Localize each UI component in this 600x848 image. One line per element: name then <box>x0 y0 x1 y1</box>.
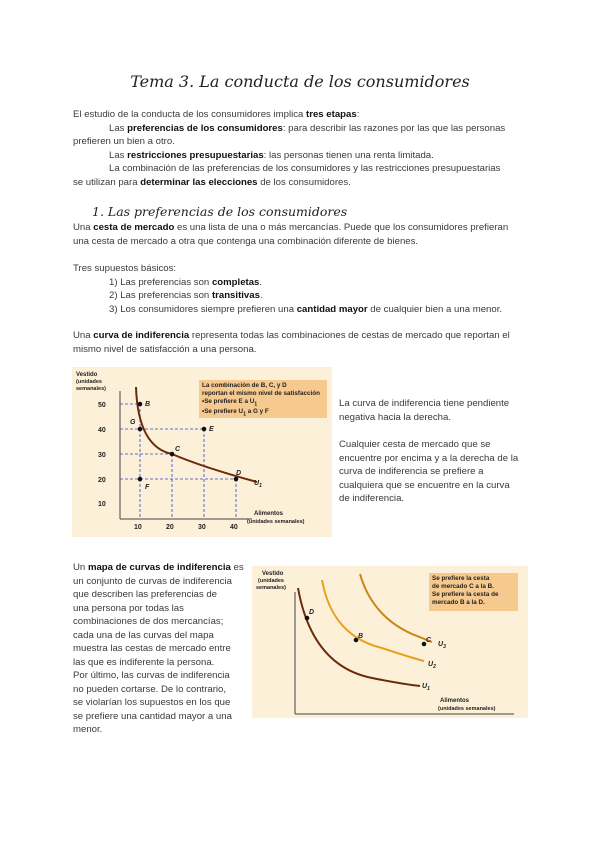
indifference-curve-u2 <box>322 580 424 661</box>
x-tick: 20 <box>166 524 174 531</box>
indifference-curve-u3 <box>360 574 432 642</box>
y-tick: 50 <box>98 402 106 409</box>
figure-note: La combinación de B, C, y D reportan el mismo nivel de satisfacción •Se prefiere E a $U_1$ •Se prefiere $U_1$ a G y F <box>199 380 327 418</box>
y-axis-label: Vestido <box>262 571 284 577</box>
indifference-curve-paragraph: Una curva de indiferencia representa todas las combinaciones de cestas de mercado que reportan el mismo nivel de satisfacción a una persona. <box>73 330 510 355</box>
point-label: D <box>309 609 315 616</box>
indifference-map-figure <box>252 566 528 718</box>
point-g <box>138 427 143 432</box>
y-tick: 40 <box>98 427 106 434</box>
point-b <box>138 402 143 407</box>
y-axis-label-unit: (unidades <box>258 578 284 584</box>
figure-note: Se prefiere la cesta de mercado C a la B. Se prefiere la cesta de mercado B a la D. <box>429 573 518 611</box>
y-tick: 20 <box>98 477 106 484</box>
indifference-map-paragraph: Un mapa de curvas de indiferencia es un conjunto de curvas de indiferencia que describen las preferencias de una persona por todas las combinaciones de dos mercancías; cada una de las curvas del mapa muestra las cestas de mercado entre las que es indiferente la persona. Por último, las curvas de indiferencia no pueden cortarse. De lo contrario, se violarían los supuestos en los que se prefiere una cantidad mayor a una menor. <box>73 562 244 735</box>
x-tick: 10 <box>134 524 142 531</box>
y-tick: 10 <box>98 501 106 508</box>
curve-label-u3: $U_3$ <box>438 641 446 650</box>
point-d <box>234 477 239 482</box>
page-title: Tema 3. La conducta de los consumidores <box>130 72 470 91</box>
y-tick: 30 <box>98 452 106 459</box>
figure1-description: La curva de indiferencia tiene pendiente negativa hacia la derecha. Cualquier cesta de mercado que se encuentre por encima y a la derecha de la curva de indiferencia se prefiere a cualquiera que se encuentre en la curva de indiferencia. <box>339 398 519 504</box>
point-label: C <box>175 446 181 453</box>
point-label: D <box>236 470 242 477</box>
intro-paragraph: El estudio de la conducta de los consumidores implica tres etapas: Las preferencias de los consumidores: para describir las razones por las que las personas prefieren un bien a otro. Las restricciones presupuestarias: las personas tienen una renta limitada. La combinación de las preferencias de los consumidores y las restricciones presupuestarias se utilizan para determinar las elecciones de los consumidores. <box>73 109 506 188</box>
assumptions-list: Tres supuestos básicos: 1) Las preferencias son completas. 2) Las preferencias son transitivas. 3) Los consumidores siempre prefieren una cantidad mayor de cualquier bien a una menor. <box>73 263 503 315</box>
curve-label-u2: $U_2$ <box>428 661 436 670</box>
point-label: E <box>209 426 214 433</box>
curve-label-u1: $U_1$ <box>422 683 430 692</box>
x-axis-label-unit: (unidades semanales) <box>438 706 496 712</box>
y-axis-label: Vestido <box>76 372 98 378</box>
point-e <box>202 427 207 432</box>
y-axis-label-unit: (unidades <box>76 379 102 385</box>
x-axis-label: Alimentos <box>440 698 470 704</box>
point-label: B <box>358 633 364 640</box>
x-axis-label-unit: (unidades semanales) <box>247 519 305 525</box>
point-label: C <box>426 637 432 644</box>
market-basket-paragraph: Una cesta de mercado es una lista de una o más mercancías. Puede que los consumidores prefieran una cesta de mercado a otra que contenga una combinación diferente de bienes. <box>73 222 509 247</box>
point-c <box>170 452 175 457</box>
curve-label: $U_1$ <box>254 480 262 489</box>
guide-lines <box>120 404 236 519</box>
y-axis-label-unit2: semanales) <box>256 585 286 591</box>
x-axis-label: Alimentos <box>254 511 284 517</box>
point-label: B <box>145 401 151 408</box>
point-label: F <box>145 484 150 491</box>
x-tick: 30 <box>198 524 206 531</box>
point-f <box>138 477 143 482</box>
y-axis-label-unit2: semanales) <box>76 386 106 392</box>
x-tick: 40 <box>230 524 238 531</box>
point-d <box>305 616 310 621</box>
indifference-curve-figure <box>72 367 332 537</box>
section-heading-preferences: 1. Las preferencias de los consumidores <box>92 204 348 219</box>
point-label: G <box>130 419 136 426</box>
